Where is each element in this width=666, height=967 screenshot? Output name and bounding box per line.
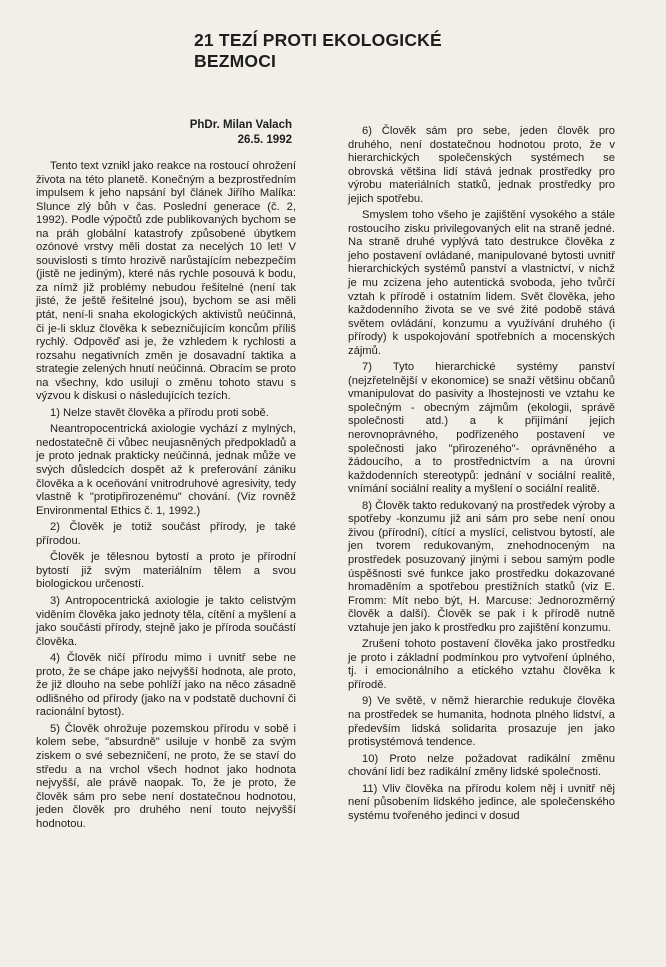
document-title: 21 TEZÍ PROTI EKOLOGICKÉ BEZMOCI [194, 30, 442, 71]
paragraph: Neantropocentrická axiologie vychází z mylných, nedostatečně či vůbec neujasněných předpokladů a je proto jednak prakticky neúčinná, jednak může ve svých důsledcích dospět až k preferování zániku člověka a k oceňování vnitrodruhové agresivity, tedy vlastně k "protipřirozenému" chování. (Viz rovněž Environmental Ethics č. 1, 1992.) [36, 423, 296, 517]
paragraph-intro: Tento text vznikl jako reakce na rostoucí ohrožení života na této planetě. Konečným a bezprostředním impulsem k jeho napsání byl článek Jiřího Malíka: Slunce zlý bůh v čas. Poslední generace (č. 2, 1992). Podle výpočtů zde publikovaných bychom se na práh globální katastrofy způsobené úbytkem ozónové vrstvy měli dostat za necelých 10 let! V souvislosti s tímto hrozivě narůstajícím nebezpečím (jistě ne jediným), které nás rychle posouvá k bodu, za nímž již problémy nebudou řešitelné (není tak jisté, že ještě řešitelné jsou), bychom se asi měli ptát, není-li snaha ekologických aktivistů neúčinná, či je-li skluz člověka k sebezničujícím koncům příliš rychlý. Odpověď asi je, že vzhledem k rychlosti a rozsahu negativních změn je dosavadní taktika a strategie zelených hnutí neúčinná. Obracím se proto na všechny, kdo usilují o změnu tohoto stavu s výzvou k diskusi o následujících tezích. [36, 160, 296, 403]
left-column [36, 160, 296, 834]
thesis-7: 7) Tyto hierarchické systémy panství (nejzřetelnější v ekonomice) se snaží většinu občanů vmanipulovat do pasivity a lhostejnosti ve vztahu ke společným - obecným zájmům (ekologii, správě společnosti atd.) a k přijímání jejich nerovnoprávného, podřízeného postavení ve společnosti jako "přirozeného"- oprávněného a žádoucího, a to prostřednictvím a na úrovni každodenních stereotypů: jednání v sociální realitě, vnímání sociální reality a myšlení o sociální realitě. [348, 361, 615, 496]
thesis-8: 8) Člověk takto redukovaný na prostředek výroby a spotřeby -konzumu již ani sám pro sebe není onou živou (přírodní), cítící a myslící, celistvou bytostí, ale jen tvorem redukovaným, znehodnoceným na prostředek posuzovaný jinými i sebou samým podle úspěšnosti své funkce jako prostředku dokazované hromaděním a spotřebou prestižních statků (viz E. Fromm: Mít nebo být, H. Marcuse: Jednorozměrný člověk a další). Člověk se pak i k přírodě nutně vztahuje jen jako k prostředku pro zajištění konzumu. [348, 499, 615, 634]
thesis-4: 4) Člověk ničí přírodu mimo i uvnitř sebe ne proto, že se chápe jako nejvyšší hodnota, ale proto, že již dlouho na sebe pohlíží jako na něco zásadně odlišného od přírody (jako na v podstatě duchovní či racionální bytost). [36, 652, 296, 719]
paragraph: Člověk je tělesnou bytostí a proto je přírodní bytostí již svým materiálním tělem a svou biologickou určeností. [36, 551, 296, 591]
thesis-11: 11) Vliv člověka na přírodu kolem něj i uvnitř něj není působením lidského jedince, ale společenského systému tvořeného jedinci v dosud [348, 782, 615, 822]
thesis-5: 5) Člověk ohrožuje pozemskou přírodu v sobě i kolem sebe, "absurdně" usiluje v honbě za svým ziskem o své sebezničení, ne proto, že se staví do středu a na vrchol všech hodnot jako hodnota nejvyšší, ale právě naopak. To, že je proto, že člověk sám pro sebe není dostatečnou hodnotou, jeden člověk pro druhého není touto nejvyšší hodnotou. [36, 722, 296, 830]
thesis-10: 10) Proto nelze požadovat radikální změnu chování lidí bez radikální změny lidské společnosti. [348, 752, 615, 779]
author-block [120, 118, 292, 148]
right-column [348, 125, 615, 826]
paragraph: Zrušení tohoto postavení člověka jako prostředku je proto i základní podmínkou pro vytvoření úplného, tj. i emocionálního a etického vztahu člověka k přírodě. [348, 638, 615, 691]
thesis-1: 1) Nelze stavět člověka a přírodu proti sobě. [50, 406, 269, 419]
thesis-3: 3) Antropocentrická axiologie je takto celistvým viděním člověka jako jednoty těla, cítění a myšlení a jako součásti přírody, stejně jako je příroda součástí člověka. [36, 594, 296, 648]
thesis-9: 9) Ve světě, v němž hierarchie redukuje člověka na prostředek se humanita, hodnota plného lidství, a především lidská solidarita prosazuje jen jako protisystémová tendence. [348, 695, 615, 749]
document-date: 26.5. 1992 [237, 134, 292, 146]
thesis-2: 2) Člověk je totiž součást přírody, je také přírodou. [36, 521, 296, 547]
author-name: PhDr. Milan Valach [189, 119, 292, 131]
paragraph: Smyslem toho všeho je zajištění vysokého a stále rostoucího zisku privilegovaných elit na straně jedné. Na straně druhé vyplývá tato destrukce člověka z jeho postavení ovládané, manipulované bytosti uvnitř hierarchických systémů panství a vlastnictví, v nichž je mu zcizena jeho autentická svoboda, jeho tvůrčí vztah k přírodě i ostatním lidem. Svět člověka, jeho každodenního života se ve své žité podobě stává světem ovládání, konzumu a využívání druhého (i přírody) k uspokojování spotřebních a mocenských zájmů. [348, 209, 615, 357]
thesis-6: 6) Člověk sám pro sebe, jeden člověk pro druhého, není dostatečnou hodnotou proto, že v hierarchických společenských systémech se obrovská většina lidí stává jednak prostředky pro výrobu materiálních statků, jednak prostředky pro jejich spotřebu. [348, 125, 615, 205]
